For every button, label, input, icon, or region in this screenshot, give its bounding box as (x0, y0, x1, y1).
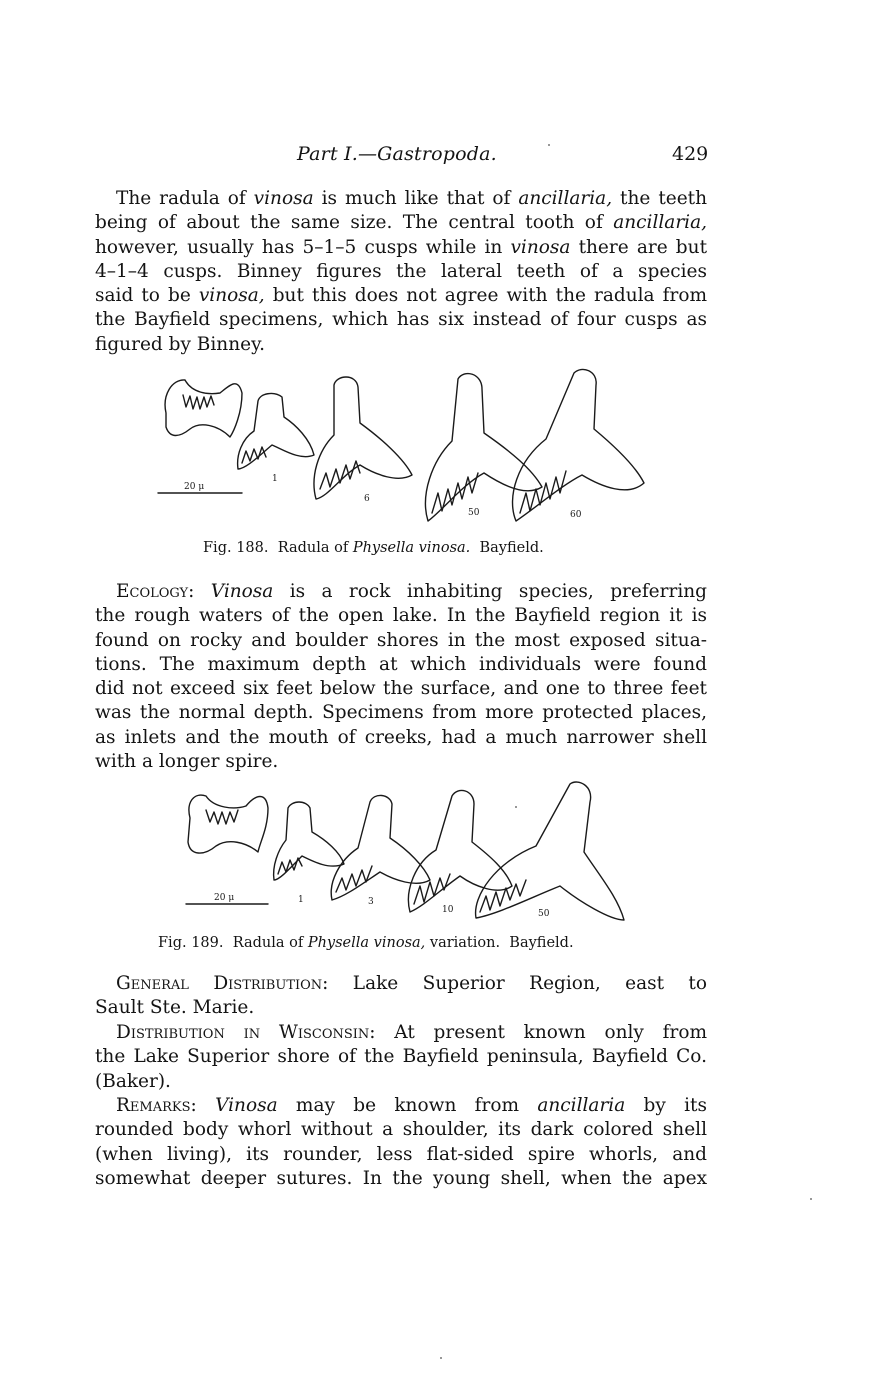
text-run: 4–1–4 cusps. Binney figures the lateral teeth of a species (95, 260, 707, 282)
italic-term: Vinosa (210, 581, 274, 602)
paragraph-general-distribution (95, 972, 707, 1021)
text-run: the rough waters of the open lake. In the Bayfield region it is (95, 605, 707, 627)
text-run: but this does not agree with the radula from (264, 285, 707, 307)
text-run: figured by Binney. (95, 333, 265, 355)
text-run: said to be (95, 285, 199, 307)
scale-label: 20 μ (214, 893, 235, 903)
text-line (95, 750, 707, 774)
text-line (95, 236, 707, 260)
caption-species: Physella vinosa. (352, 540, 471, 556)
text-run: was the normal depth. Specimens from more protected places, (95, 702, 707, 724)
text-line (95, 1167, 707, 1191)
italic-term: vinosa (510, 236, 571, 258)
text-run: rounded body whorl without a shoulder, its dark colored shell (95, 1119, 707, 1141)
tooth-number: 50 (538, 909, 550, 919)
text-line (95, 211, 707, 235)
text-line (95, 701, 707, 725)
text-run: as inlets and the mouth of creeks, had a much narrower shell (95, 726, 707, 748)
text-line (95, 308, 707, 332)
paragraph-distribution-wisconsin (95, 1021, 707, 1094)
text-run: the Lake Superior shore of the Bayfield peninsula, Bayfield Co. (95, 1046, 707, 1068)
paragraph-radula (95, 187, 707, 357)
paper-speck (548, 144, 550, 146)
text-line (95, 260, 707, 284)
tooth-number: 1 (272, 474, 278, 484)
caption-species: Physella vinosa, (307, 935, 426, 951)
tooth-number: 6 (364, 494, 370, 504)
text-line (95, 1143, 707, 1167)
text-line (95, 284, 707, 308)
section-heading: Distribution in Wisconsin: (116, 1022, 376, 1043)
text-run: however, usually has 5–1–5 cusps while in (95, 236, 511, 258)
text-line (95, 629, 707, 653)
central-tooth (165, 380, 242, 437)
caption-text: Radula of (232, 935, 308, 951)
central-tooth (188, 795, 268, 853)
section-heading: General Distribution: (116, 973, 329, 994)
text-run: did not exceed six feet below the surface, and one to three feet (95, 678, 707, 700)
text-run: Lake Superior Region, east to (328, 973, 708, 994)
text-run: the teeth (612, 188, 707, 209)
italic-term: vinosa, (198, 285, 265, 307)
text-run: being of about the same size. The central tooth of (95, 212, 614, 234)
tooth-number: 1 (298, 895, 304, 905)
section-heading: Ecology: (116, 581, 195, 602)
italic-term: ancillaria, (613, 212, 707, 234)
text-line (95, 1118, 707, 1142)
text-line (95, 187, 707, 211)
text-line (95, 1045, 707, 1069)
tooth-number: 10 (442, 905, 454, 915)
text-line (95, 1021, 707, 1045)
text-line (95, 580, 707, 604)
text-run (197, 1095, 215, 1116)
caption-label: Fig. 188. (203, 540, 269, 556)
text-line (95, 972, 707, 996)
text-line (95, 1094, 707, 1118)
tooth-number: 3 (368, 897, 374, 907)
running-head-title: Part I.—Gastropoda. (297, 143, 497, 165)
lateral-tooth-60 (513, 369, 644, 521)
page-number: 429 (672, 143, 709, 165)
italic-term: Vinosa (215, 1095, 278, 1116)
text-run: somewhat deeper sutures. In the young shell, when the apex (95, 1167, 707, 1189)
paper-speck (515, 806, 517, 808)
lateral-tooth-3 (331, 795, 430, 900)
tooth-number: 60 (570, 510, 582, 520)
text-run: (Baker). (95, 1070, 171, 1092)
tooth-number: 50 (468, 508, 480, 518)
text-run: The radula of (116, 188, 254, 209)
section-heading: Remarks: (116, 1095, 197, 1116)
italic-term: ancillaria (537, 1095, 626, 1116)
figure-188-radula-drawing (150, 365, 670, 535)
paragraph-remarks (95, 1094, 707, 1191)
text-line (95, 1070, 707, 1094)
text-run: is a rock inhabiting species, preferring (273, 581, 707, 602)
caption-place: Bayfield. (479, 540, 544, 556)
text-line (95, 996, 707, 1020)
caption-label: Fig. 189. (158, 935, 224, 951)
text-run: may be known from (277, 1095, 538, 1116)
figure-189-radula-drawing (180, 780, 640, 930)
text-run: the Bayfield specimens, which has six instead of four cusps as (95, 309, 707, 331)
text-run: tions. The maximum depth at which individuals were found (95, 653, 707, 675)
paper-speck (440, 1357, 442, 1359)
caption-text: Radula of (277, 540, 353, 556)
italic-term: vinosa (253, 188, 314, 209)
text-run: Sault Ste. Marie. (95, 997, 255, 1019)
caption-place: Bayfield. (509, 935, 574, 951)
text-run (194, 581, 210, 602)
paragraph-ecology (95, 580, 707, 774)
text-run: there are but (570, 236, 708, 258)
text-line (95, 333, 707, 357)
italic-term: ancillaria, (518, 188, 613, 209)
text-line (95, 653, 707, 677)
scale-label: 20 μ (184, 482, 205, 492)
text-run: by its (625, 1095, 707, 1116)
text-line (95, 604, 707, 628)
figure-189-caption (158, 935, 574, 951)
figure-188-caption (203, 540, 544, 556)
text-run: is much like that of (313, 188, 519, 209)
text-line (95, 726, 707, 750)
text-run: At present known only from (375, 1022, 707, 1043)
text-run: (when living), its rounder, less flat-sided spire whorls, and (95, 1143, 707, 1165)
paper-speck (810, 1198, 812, 1200)
caption-rest: variation. (425, 935, 501, 951)
text-run: with a longer spire. (95, 751, 279, 773)
text-line (95, 677, 707, 701)
text-run: found on rocky and boulder shores in the most exposed situa- (95, 629, 707, 651)
